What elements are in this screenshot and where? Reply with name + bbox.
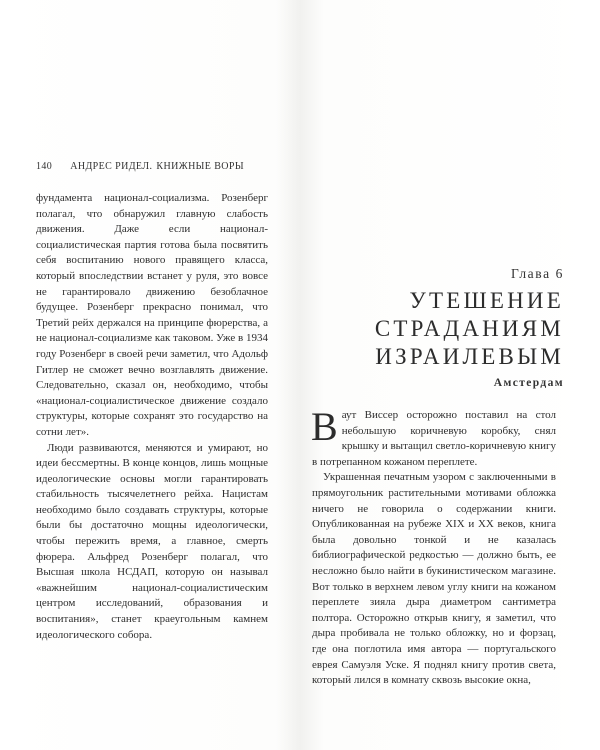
chapter-title-line: ИЗРАИЛЕВЫМ: [375, 344, 564, 369]
running-head-title: КНИЖНЫЕ ВОРЫ: [156, 161, 244, 172]
section-heading: Амстердам: [493, 377, 564, 389]
running-head: 140 АНДРЕС РИДЕЛ. КНИЖНЫЕ ВОРЫ: [36, 161, 244, 172]
paragraph: фундамента национал-социализма. Розенберг полагал, что обнаружил главную слабость движения. Даже если национал-социалистическая партия готова была посвятить себя воспитанию нового правящего класса, который впоследствии встанет у руля, это вовсе не гарантировало движению безоблачное будущее. Розенберг прекрасно понимал, что Третий рейх держался на принципе фюрерства, а не национал-социализме как таковом. Уже в 1934 году Розенберг в своей речи заметил, что Адольф Гитлер не сможет вечно возглавлять движение. Следовательно, сказал он, необходимо, чтобы «национал-социалистическое движение создало структуры, которые сохранят это государство на сотни лет».: [36, 192, 268, 438]
paragraph: Люди развиваются, меняются и умирают, но идеи бессмертны. В конце концов, лишь мощные идеологические основы могли гарантировать стабильность тысячелетнего рейха. Нацистам необходимо было создавать структуры, которые были бы достаточно мощны идеологически, чтобы пережить время, а главное, смерть фюрера. Альфред Розенберг полагал, что Высшая школа НСДАП, которую он называл «важнейшим национал-социалистическим центром исследований, образования и воспитания», станет краеугольным камнем идеологического собора.: [36, 441, 268, 641]
page-number: 140: [36, 161, 53, 172]
running-head-author: АНДРЕС РИДЕЛ: [70, 161, 150, 172]
chapter-title-line: УТЕШЕНИЕ: [409, 288, 564, 313]
chapter-label: Глава 6: [510, 266, 564, 281]
right-body-text: [311, 404, 556, 689]
paragraph: Украшенная печатным узором с заключенными в прямоугольник растительными мотивами обложка ничего не говорила о содержании книги. Опубликованная на рубеже XIX и XX веков, книга была довольно тонкой и не казалась библиографической редкостью — должно быть, ее несложно было найти в букинистическом магазине. Вот только в верхнем левом углу книги на кожаном переплете зияла дыра диаметром сантиметра полтора. Осторожно открыв книгу, я заметил, что дыра пробивала не только обложку, но и форзац, где она поглотила имя автора — португальского еврея Самуэля Уске. Я поднял книгу против света, который лился в комнату сквозь высокие окна,: [312, 471, 556, 687]
opening-paragraph: [311, 404, 556, 470]
drop-cap: В: [311, 404, 338, 449]
opening-paragraph-text: аут Виссер осторожно поставил на стол небольшую коричневую коробку, снял крышку и вытащил светло-коричневую книгу в потрепанном кожаном переплете.: [312, 409, 556, 468]
chapter-title: [375, 287, 564, 371]
chapter-title-line: СТРАДАНИЯМ: [374, 316, 564, 341]
left-body-text: [36, 191, 268, 643]
